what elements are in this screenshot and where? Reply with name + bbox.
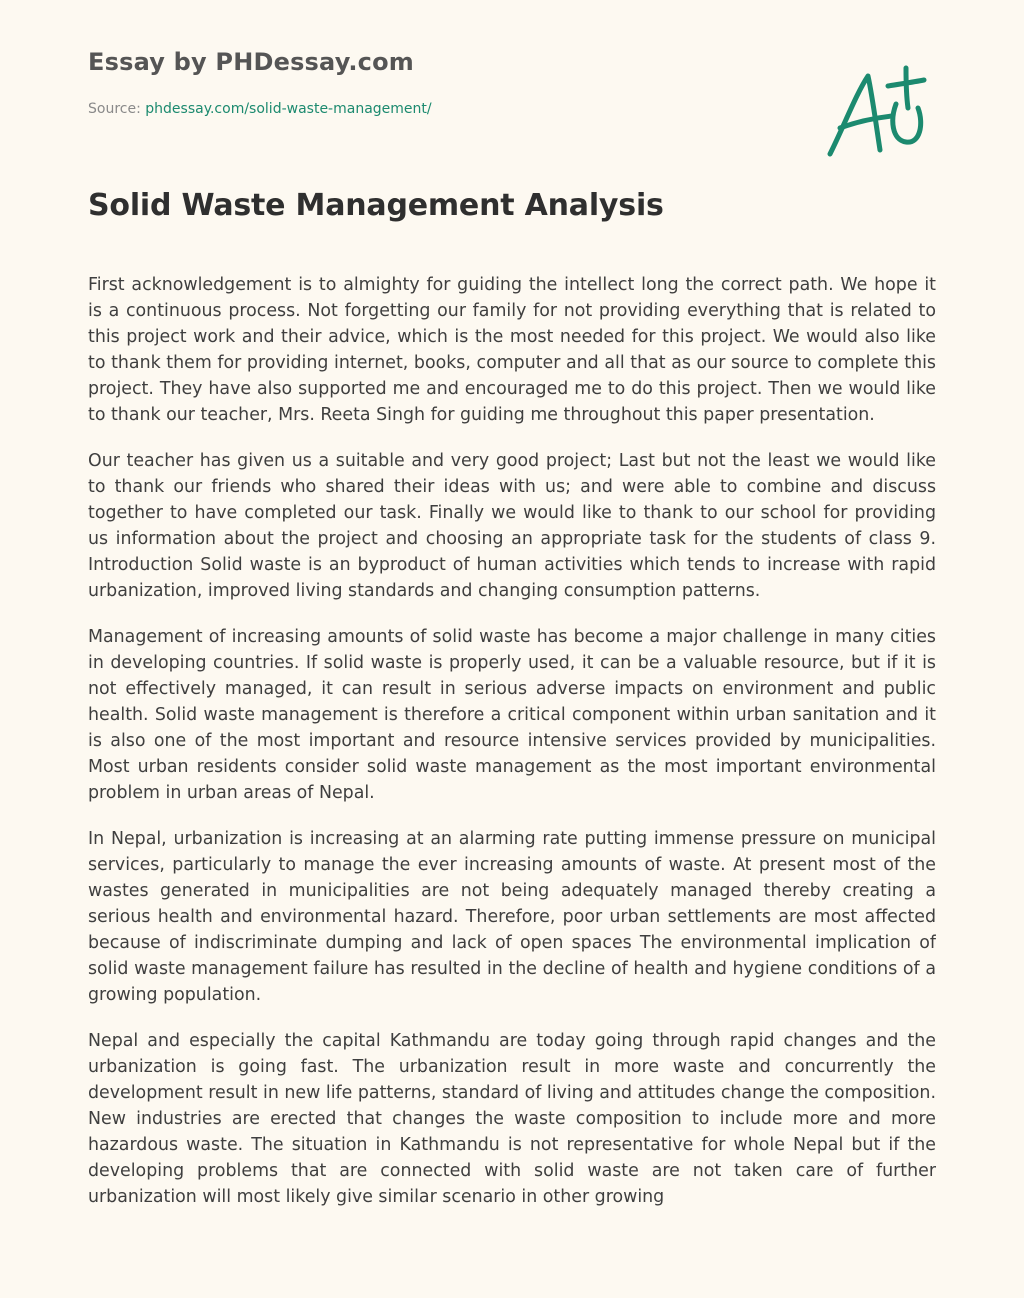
essay-paragraph: Nepal and especially the capital Kathmandu are today going through rapid changes and the urbanization is going fast. The urbanization result in more waste and concurrently the development result in new life patterns, standard of living and attitudes change the composition. New industries are erected that changes the waste composition to include more and more hazardous waste. The situation in Kathmandu is not representative for whole Nepal but if the developing problems that are connected with solid waste are not taken care of further urbanization will most likely give similar scenario in other growing: [88, 1031, 936, 1207]
essay-body: [88, 272, 936, 1230]
essay-paragraph: In Nepal, urbanization is increasing at an alarming rate putting immense pressure on municipal services, particularly to manage the ever increasing amounts of waste. At present most of the wastes generated in municipalities are not being adequately managed thereby creating a serious health and environmental hazard. Therefore, poor urban settlements are most affected because of indiscriminate dumping and lack of open spaces The environmental implication of solid waste management failure has resulted in the decline of health and hygiene conditions of a growing population.: [88, 829, 936, 1005]
source-label: Source:: [88, 101, 141, 117]
text-fade-overlay: [88, 1238, 936, 1298]
a-plus-logo-icon: [826, 64, 930, 160]
essay-paragraph: First acknowledgement is to almighty for guiding the intellect long the correct path. We hope it is a continuous process. Not forgetting our family for not providing everything that is related to this project work and their advice, which is the most needed for this project. We would also like to thank them for providing internet, books, computer and all that as our source to complete this project. They have also supported me and encouraged me to do this project. Then we would like to thank our teacher, Mrs. Reeta Singh for guiding me throughout this paper presentation.: [88, 275, 936, 425]
essay-page: [88, 0, 936, 1298]
page-title: Solid Waste Management Analysis: [88, 188, 664, 223]
essay-paragraph: Management of increasing amounts of solid waste has become a major challenge in many cities in developing countries. If solid waste is properly used, it can be a valuable resource, but if it is not effectively managed, it can result in serious adverse impacts on environment and public health. Solid waste management is therefore a critical component within urban sanitation and it is also one of the most important and resource intensive services provided by municipalities. Most urban residents consider solid waste management as the most important environmental problem in urban areas of Nepal.: [88, 627, 936, 803]
brand-title: Essay by PHDessay.com: [88, 48, 414, 76]
source-line: [88, 101, 432, 117]
essay-paragraph: Our teacher has given us a suitable and very good project; Last but not the least we would like to thank our friends who shared their ideas with us; and were able to combine and discuss together to have completed our task. Finally we would like to thank to our school for providing us information about the project and choosing an appropriate task for the students of class 9. Introduction Solid waste is an byproduct of human activities which tends to increase with rapid urbanization, improved living standards and changing consumption patterns.: [88, 451, 936, 601]
source-link[interactable]: phdessay.com/solid-waste-management/: [145, 101, 432, 117]
